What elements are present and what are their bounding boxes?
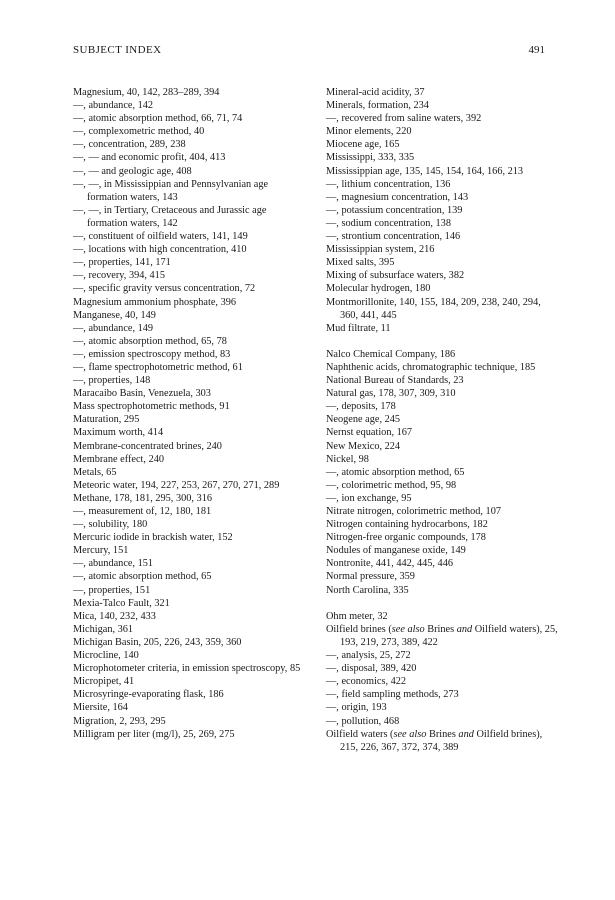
- index-entry: Nodules of manganese oxide, 149: [326, 545, 466, 557]
- index-entry: Molecular hydrogen, 180: [326, 283, 431, 295]
- index-entry: National Bureau of Standards, 23: [326, 375, 464, 387]
- index-entry: —, magnesium concentration, 143: [326, 191, 469, 203]
- index-entry: —, properties, 148: [73, 375, 151, 387]
- index-entry: —, —, in Tertiary, Cretaceous and Jurassic age formation waters, 142: [73, 204, 267, 229]
- index-entry: —, properties, 141, 171: [73, 257, 171, 269]
- index-entry: Migration, 2, 293, 295: [73, 715, 166, 727]
- index-entry: —, strontium concentration, 146: [326, 231, 461, 243]
- index-entry: —, pollution, 468: [326, 715, 400, 727]
- index-entry: —, origin, 193: [326, 702, 387, 714]
- index-entry: —, atomic absorption method, 66, 71, 74: [73, 113, 243, 125]
- index-entry: —, lithium concentration, 136: [326, 178, 451, 190]
- index-entry: —, abundance, 142: [73, 100, 154, 112]
- index-entry: Nitrogen-free organic compounds, 178: [326, 532, 486, 544]
- index-entry: —, solubility, 180: [73, 519, 148, 531]
- index-entry: —, measurement of, 12, 180, 181: [73, 506, 212, 517]
- index-entry: Membrane effect, 240: [73, 453, 165, 465]
- index-entry: Montmorillonite, 140, 155, 184, 209, 238, 240, 294, 360, 441, 445: [326, 296, 541, 321]
- index-entry: Miocene age, 165: [326, 139, 400, 151]
- index-entry: —, flame spectrophotometric method, 61: [73, 361, 243, 373]
- index-entry: Mica, 140, 232, 433: [73, 610, 156, 622]
- and-text: and: [456, 623, 473, 635]
- index-entry: Natural gas, 178, 307, 309, 310: [326, 388, 456, 400]
- index-entry: Mississippian age, 135, 145, 154, 164, 166, 213: [326, 165, 524, 177]
- index-entry: Microphotometer criteria, in emission spectroscopy, 85: [73, 663, 301, 675]
- index-entry: Maturation, 295: [73, 414, 140, 426]
- see-also-text: see also: [391, 623, 425, 635]
- see-also-text: see also: [393, 728, 427, 740]
- index-entry: —, field sampling methods, 273: [326, 689, 459, 701]
- index-entry: Nickel, 98: [326, 453, 369, 465]
- index-entry: —, emission spectroscopy method, 83: [73, 348, 231, 360]
- index-entry: Maracaibo Basin, Venezuela, 303: [73, 388, 211, 400]
- index-entry: Magnesium ammonium phosphate, 396: [73, 296, 237, 308]
- index-entry: —, disposal, 389, 420: [326, 663, 417, 675]
- index-entry: Microcline, 140: [73, 650, 139, 662]
- index-entry: —, atomic absorption method, 65: [326, 466, 465, 478]
- index-entry: Mexia-Talco Fault, 321: [73, 597, 170, 609]
- index-entry: —, abundance, 151: [73, 558, 154, 570]
- index-column-right: [326, 86, 558, 754]
- index-entry: Nalco Chemical Company, 186: [326, 348, 456, 360]
- index-entry: Ohm meter, 32: [326, 610, 388, 622]
- index-entry: Milligram per liter (mg/l), 25, 269, 275: [73, 728, 235, 740]
- index-entry: Michigan Basin, 205, 226, 243, 359, 360: [73, 636, 242, 648]
- index-entry: Micropipet, 41: [73, 676, 135, 688]
- index-entry: Nernst equation, 167: [326, 427, 413, 439]
- index-entry: —, complexometric method, 40: [73, 126, 205, 138]
- index-entry: —, recovered from saline waters, 392: [326, 113, 482, 125]
- index-entry: Miersite, 164: [73, 702, 128, 714]
- section-gap: [326, 597, 558, 610]
- index-entry: —, potassium concentration, 139: [326, 204, 463, 216]
- section-gap: [326, 335, 558, 348]
- index-entry: Naphthenic acids, chromatographic technique, 185: [326, 361, 536, 373]
- index-entry: —, atomic absorption method, 65, 78: [73, 335, 227, 347]
- index-entry: —, analysis, 25, 272: [326, 650, 411, 662]
- index-entry: —, economics, 422: [326, 676, 407, 688]
- index-entry: —, — and economic profit, 404, 413: [73, 152, 226, 164]
- index-entry: Nitrate nitrogen, colorimetric method, 107: [326, 506, 501, 517]
- index-entry: —, specific gravity versus concentration, 72: [73, 283, 256, 295]
- index-entry: Mud filtrate, 11: [326, 322, 391, 334]
- index-entry: Mineral-acid acidity, 37: [326, 87, 425, 98]
- index-entry: Michigan, 361: [73, 623, 134, 635]
- and-text: and: [458, 728, 474, 740]
- page-header: [73, 44, 545, 60]
- index-entry: —, abundance, 149: [73, 322, 154, 334]
- page-number: 491: [528, 44, 545, 56]
- index-entry: Mercuric iodide in brackish water, 152: [73, 532, 233, 544]
- index-entry-oilfield-brines: Oilfield brines (see also Brines and Oilfield waters), 25, 193, 219, 273, 389, 422: [326, 623, 558, 648]
- index-entry: Meteoric water, 194, 227, 253, 267, 270, 271, 289: [73, 479, 280, 491]
- index-entry: Metals, 65: [73, 466, 117, 478]
- index-entry: Mercury, 151: [73, 545, 129, 557]
- index-entry: New Mexico, 224: [326, 440, 401, 452]
- index-entry: Mass spectrophotometric methods, 91: [73, 401, 230, 413]
- index-entry: Magnesium, 40, 142, 283–289, 394: [73, 87, 220, 98]
- index-entry: —, sodium concentration, 138: [326, 217, 451, 229]
- index-entry-oilfield-waters: Oilfield waters (see also Brines and Oilfield brines), 215, 226, 367, 372, 374, 389: [326, 728, 543, 753]
- index-entry: —, recovery, 394, 415: [73, 270, 165, 282]
- index-entry: Nontronite, 441, 442, 445, 446: [326, 558, 453, 570]
- index-entry: Mississippian system, 216: [326, 244, 435, 256]
- index-entry: —, ion exchange, 95: [326, 492, 412, 504]
- index-entry: —, locations with high concentration, 410: [73, 244, 247, 256]
- index-column-left: [73, 86, 305, 741]
- index-entry: —, concentration, 289, 238: [73, 139, 186, 151]
- index-entry: Minerals, formation, 234: [326, 100, 429, 112]
- index-entry: Minor elements, 220: [326, 126, 412, 138]
- index-entry: Membrane-concentrated brines, 240: [73, 440, 222, 452]
- index-entry: —, colorimetric method, 95, 98: [326, 479, 457, 491]
- index-entry: Methane, 178, 181, 295, 300, 316: [73, 492, 212, 504]
- index-entry: Mixed salts, 395: [326, 257, 395, 269]
- index-entry: Nitrogen containing hydrocarbons, 182: [326, 519, 488, 531]
- index-entry: —, atomic absorption method, 65: [73, 571, 212, 583]
- index-entry: —, deposits, 178: [326, 401, 396, 413]
- index-entry: —, —, in Mississippian and Pennsylvanian age formation waters, 143: [73, 178, 269, 203]
- index-entry: Maximum worth, 414: [73, 427, 164, 439]
- index-entry: Normal pressure, 359: [326, 571, 415, 583]
- index-entry: —, constituent of oilfield waters, 141, 149: [73, 231, 248, 243]
- index-entry: Manganese, 40, 149: [73, 309, 156, 321]
- index-entry: Mixing of subsurface waters, 382: [326, 270, 465, 282]
- running-title: SUBJECT INDEX: [73, 44, 162, 56]
- index-entry: —, — and geologic age, 408: [73, 165, 192, 177]
- index-entry: Neogene age, 245: [326, 414, 401, 426]
- index-entry: Microsyringe-evaporating flask, 186: [73, 689, 224, 701]
- index-entry: Mississippi, 333, 335: [326, 152, 415, 164]
- index-entry: North Carolina, 335: [326, 584, 409, 596]
- index-entry: —, properties, 151: [73, 584, 151, 596]
